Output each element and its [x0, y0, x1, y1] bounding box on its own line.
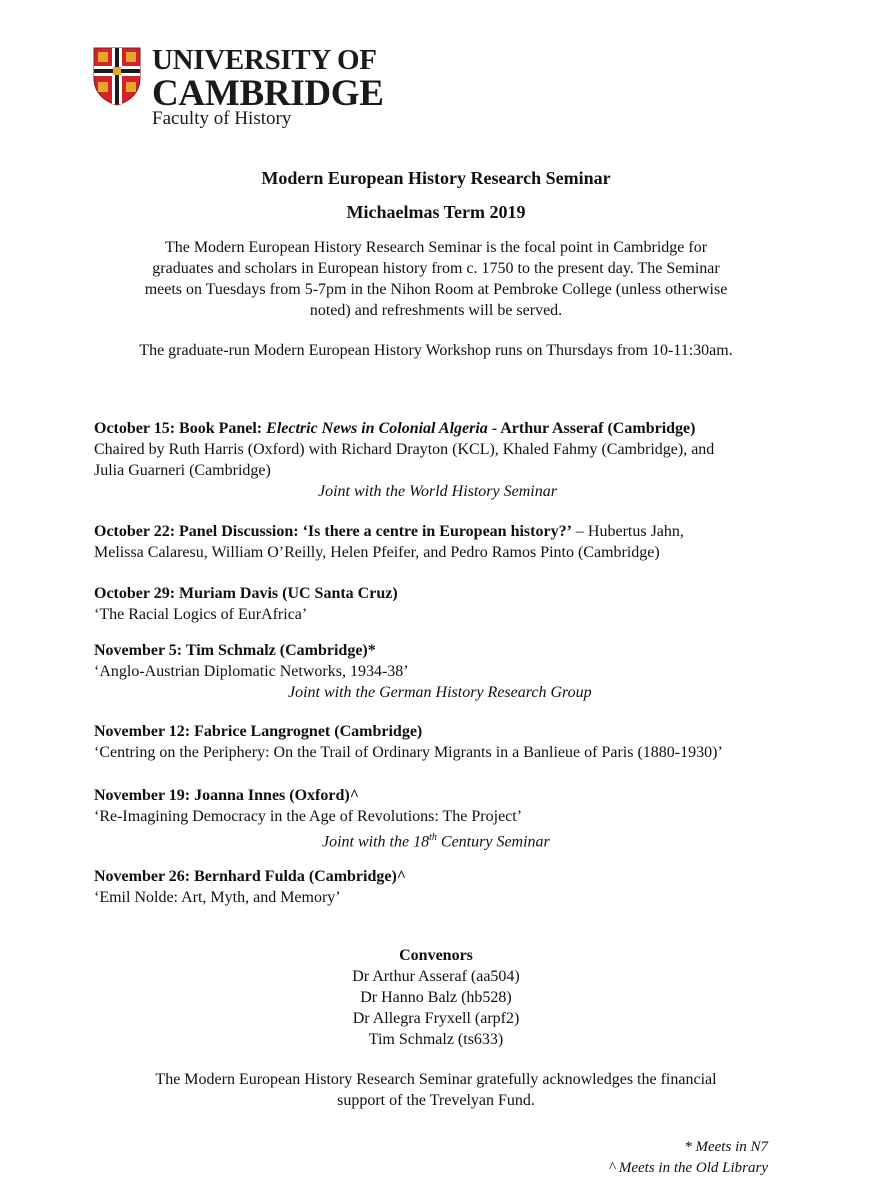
event-heading-rest: – Hubertus Jahn,: [571, 523, 684, 540]
event-nov-5: [94, 640, 794, 703]
intro-line: graduates and scholars in European history from c. 1750 to the present day. The Seminar: [152, 260, 720, 277]
event-line: ‘Centring on the Periphery: On the Trail of Ordinary Migrants in a Banlieue of Paris (1880-1930)’: [94, 744, 723, 761]
page-title: Modern European History Research Seminar: [261, 168, 611, 188]
intro-line: noted) and refreshments will be served.: [309, 302, 563, 319]
logo-line-2: CAMBRIDGE: [152, 73, 384, 114]
cambridge-shield-icon: [92, 46, 142, 106]
workshop-note: [0, 340, 872, 361]
event-heading: October 29: Muriam Davis (UC Santa Cruz): [94, 585, 398, 602]
university-logo: [92, 44, 382, 134]
term-title: Michaelmas Term 2019: [346, 202, 526, 222]
event-joint-prefix: Joint with the 18: [322, 833, 430, 851]
convenors-section: [0, 945, 872, 1050]
event-heading-prefix: October 15: Book Panel:: [94, 420, 267, 437]
convenor-name: Dr Allegra Fryxell (arpf2): [352, 1010, 520, 1027]
event-heading: November 5: Tim Schmalz (Cambridge)*: [94, 642, 376, 659]
convenor-name: Dr Arthur Asseraf (aa504): [352, 968, 520, 985]
event-book-title: Electric News in Colonial Algeria: [266, 420, 488, 437]
logo-line-1: UNIVERSITY OF: [152, 44, 377, 76]
intro-line: The Modern European History Research Seminar is the focal point in Cambridge for: [164, 239, 708, 256]
event-joint: Joint with the German History Research Group: [288, 684, 592, 701]
convenors-heading: Convenors: [399, 947, 473, 964]
footnote: * Meets in N7: [684, 1139, 768, 1155]
convenor-name: Dr Hanno Balz (hb528): [360, 989, 512, 1006]
event-oct-15: [94, 418, 794, 502]
event-heading: November 26: Bernhard Fulda (Cambridge)^: [94, 868, 407, 885]
footnote: ^ Meets in the Old Library: [608, 1160, 768, 1176]
workshop-text: The graduate-run Modern European History Workshop runs on Thursdays from 10-11:30am.: [139, 342, 733, 359]
intro-line: meets on Tuesdays from 5-7pm in the Nihon Room at Pembroke College (unless otherwise: [144, 281, 728, 298]
acknowledgement-line: The Modern European History Research Seminar gratefully acknowledges the financial: [155, 1071, 717, 1088]
event-line: Chaired by Ruth Harris (Oxford) with Richard Drayton (KCL), Khaled Fahmy (Cambridge), and: [94, 441, 715, 458]
acknowledgement: [0, 1069, 872, 1111]
event-oct-29: [94, 583, 794, 625]
footnotes: [609, 1137, 768, 1179]
event-heading: [94, 418, 794, 439]
event-heading-bold: October 22: Panel Discussion: ‘Is there a centre in European history?’: [94, 523, 572, 540]
event-nov-26: [94, 866, 794, 908]
event-oct-22: [94, 521, 794, 563]
event-heading: November 12: Fabrice Langrognet (Cambridge): [94, 723, 423, 740]
event-heading-suffix: - Arthur Asseraf (Cambridge): [487, 420, 696, 437]
event-nov-12: [94, 721, 794, 763]
event-line: ‘Emil Nolde: Art, Myth, and Memory’: [94, 889, 341, 906]
event-line: ‘Anglo-Austrian Diplomatic Networks, 1934-38’: [94, 663, 409, 680]
event-heading: November 19: Joanna Innes (Oxford)^: [94, 787, 359, 804]
intro-paragraph: [0, 237, 872, 321]
faculty-name: Faculty of History: [152, 108, 292, 129]
event-joint: [94, 827, 794, 852]
event-heading: [94, 521, 794, 542]
event-line: Melissa Calaresu, William O’Reilly, Helen Pfeifer, and Pedro Ramos Pinto (Cambridge): [94, 544, 660, 561]
event-line: Julia Guarneri (Cambridge): [94, 462, 271, 479]
event-line: ‘The Racial Logics of EurAfrica’: [94, 606, 308, 623]
acknowledgement-line: support of the Trevelyan Fund.: [337, 1092, 535, 1109]
event-joint: Joint with the World History Seminar: [318, 483, 557, 500]
event-joint-suffix: Century Seminar: [436, 833, 550, 851]
convenor-name: Tim Schmalz (ts633): [368, 1031, 504, 1048]
event-joint-superscript: th: [429, 832, 437, 843]
event-nov-19: [94, 785, 794, 852]
event-line: ‘Re-Imagining Democracy in the Age of Revolutions: The Project’: [94, 808, 523, 825]
